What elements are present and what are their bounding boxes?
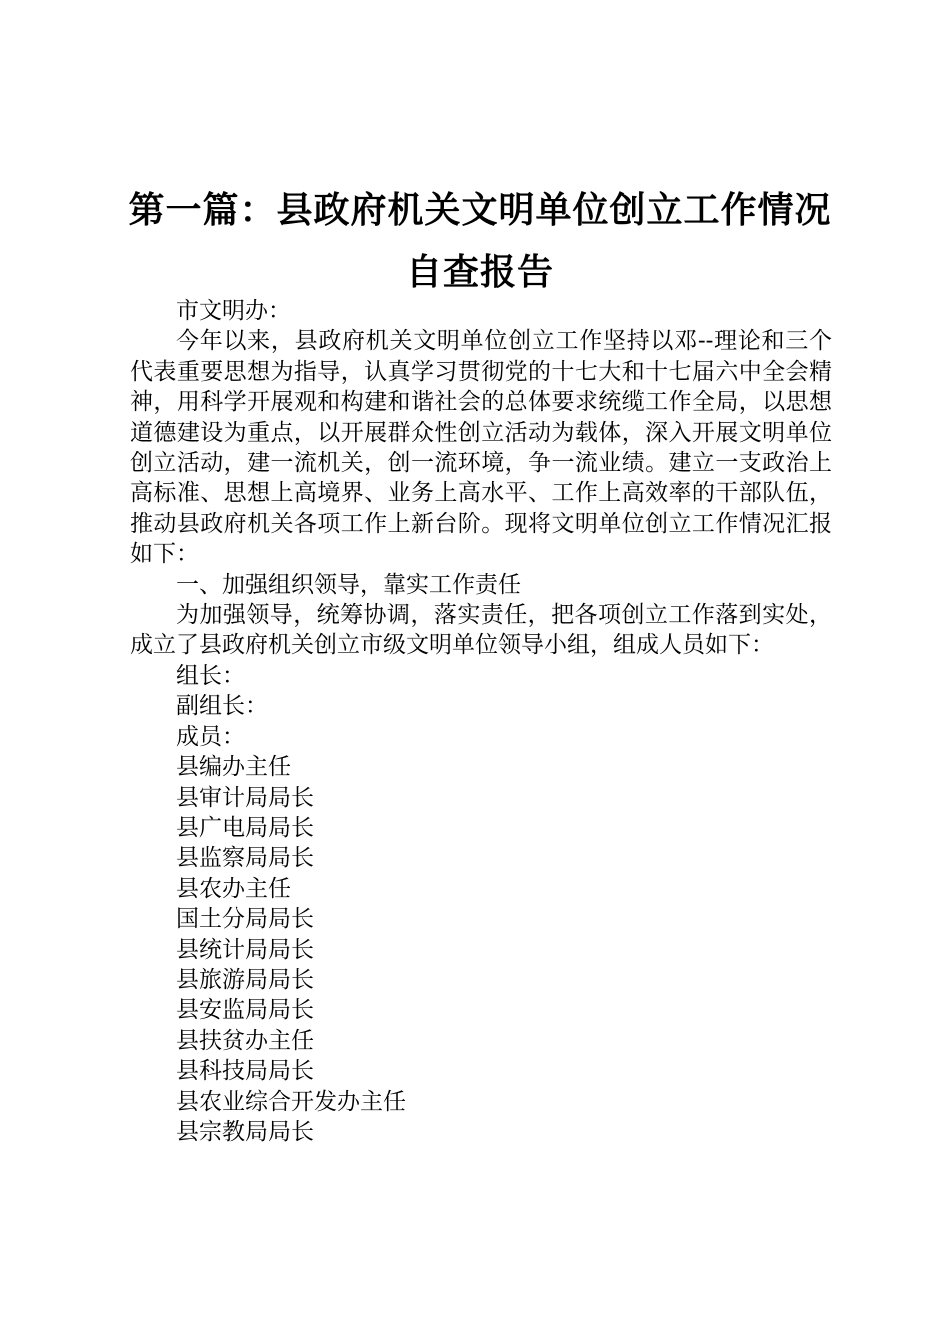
intro-paragraph: 今年以来，县政府机关文明单位创立工作坚持以邓--理论和三个代表重要思想为指导，认真学习贯彻党的十七大和十七届六中全会精神，用科学开展观和构建和谐社会的总体要求统缆工作全局，以思想道德建设为重点，以开展群众性创立活动为载体，深入开展文明单位创立活动，建一流机关，创一流环境，争一流业绩。建立一支政治上高标准、思想上高境界、业务上高水平、工作上高效率的干部队伍，推动县政府机关各项工作上新台阶。现将文明单位创立工作情况汇报如下： [130,328,832,568]
document-body [130,296,832,1147]
member-item: 县统计局局长 [176,936,314,963]
member-item: 县科技局局长 [176,1058,314,1085]
member-item: 县安监局局长 [176,997,314,1024]
section-heading: 一、加强组织领导，靠实工作责任 [176,571,521,598]
member-item: 县宗教局局长 [176,1118,314,1145]
deputy-leader-label: 副组长： [176,693,268,720]
member-item: 县审计局局长 [176,784,314,811]
member-item: 县扶贫办主任 [176,1027,314,1054]
section-paragraph: 为加强领导，统筹协调，落实责任，把各项创立工作落到实处，成立了县政府机关创立市级文明单位领导小组，组成人员如下： [130,602,832,659]
member-item: 县监察局局长 [176,845,314,872]
members-label: 成员： [176,723,245,750]
member-item: 县编办主任 [176,754,291,781]
member-item: 县广电局局长 [176,814,314,841]
member-item: 县农业综合开发办主任 [176,1088,406,1115]
member-item: 县农办主任 [176,875,291,902]
document-title: 第一篇：县政府机关文明单位创立工作情况自查报告 [128,190,832,293]
member-item: 国土分局局长 [176,906,314,933]
leader-label: 组长： [176,662,245,689]
member-item: 县旅游局局长 [176,966,314,993]
salutation: 市文明办： [176,298,291,324]
